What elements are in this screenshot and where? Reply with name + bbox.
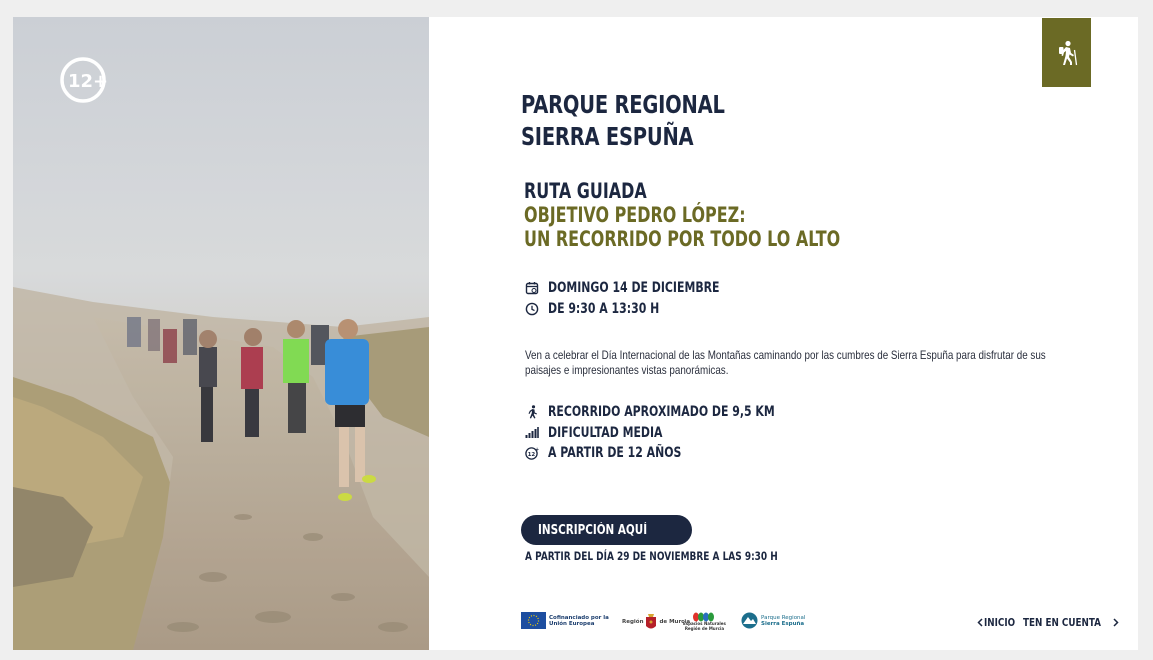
route-card [13,17,1138,650]
age-12-icon [525,446,539,460]
distance-row [525,403,839,421]
distance-text: RECORRIDO APROXIMADO DE 9,5 KM [548,404,775,420]
murcia-logo: Región de Murcia [622,612,690,632]
route-kind: RUTA GUIADA [524,179,647,203]
hikers-photo [13,17,429,650]
route-info [442,17,1138,650]
hiker-badge [1042,18,1091,87]
nav-prev-label: INICIO [984,616,1016,629]
park-title [521,89,725,153]
route-name-line1: OBJETIVO PEDRO LÓPEZ: [524,203,746,227]
difficulty-text: DIFICULTAD MEDIA [548,425,663,441]
svg-text:12: 12 [527,451,536,458]
date-text: DOMINGO 14 DE DICIEMBRE [548,280,720,296]
time-text: DE 9:30 A 13:30 H [548,301,660,317]
difficulty-row [525,424,695,442]
signup-button[interactable] [521,515,692,545]
calendar-icon [525,281,539,295]
signup-note: A PARTIR DEL DÍA 29 DE NOVIEMBRE A LAS 9:30 H [525,549,778,563]
chevron-left-icon [977,618,983,627]
date-row [525,279,768,297]
chevron-right-icon [1113,618,1119,627]
parque-sierra-espuna-logo: Parque Regional Sierra Espuña [741,612,805,629]
age-text: A PARTIR DE 12 AÑOS [548,445,682,461]
svg-text:+: + [535,447,539,453]
eu-flag-icon [521,612,546,629]
signup-button-label: INSCRIPCIÓN AQUÍ [538,522,648,538]
svg-text:12+: 12+ [68,71,109,92]
walking-icon [525,405,539,419]
park-title-line1: PARQUE REGIONAL [521,90,725,119]
nav-prev[interactable] [977,616,1023,629]
nav-next-label: TEN EN CUENTA [1023,616,1101,629]
murcia-shield-icon [645,612,657,632]
hiker-icon [1056,40,1078,66]
route-name [524,203,840,251]
nav-next[interactable] [1023,616,1119,629]
route-description: Ven a celebrar el Día Internacional de las Montañas caminando por las cumbres de Sierra Espuña para disfrutar de sus paisajes e impresionantes vistas panorámicas. [525,348,1046,377]
age-row [525,444,719,462]
route-name-line2: UN RECORRIDO POR TODO LO ALTO [524,227,841,251]
signal-bars-icon [525,426,539,440]
clock-icon [525,302,539,316]
park-emblem-icon [741,612,758,629]
age-12-badge-icon [59,55,109,105]
espacios-naturales-logo: Espacios Naturales Región de Murcia [683,612,726,631]
time-row [525,300,691,318]
eu-logo: Cofinanciado por la Unión Europea [521,612,609,629]
park-title-line2: SIERRA ESPUÑA [521,122,694,151]
